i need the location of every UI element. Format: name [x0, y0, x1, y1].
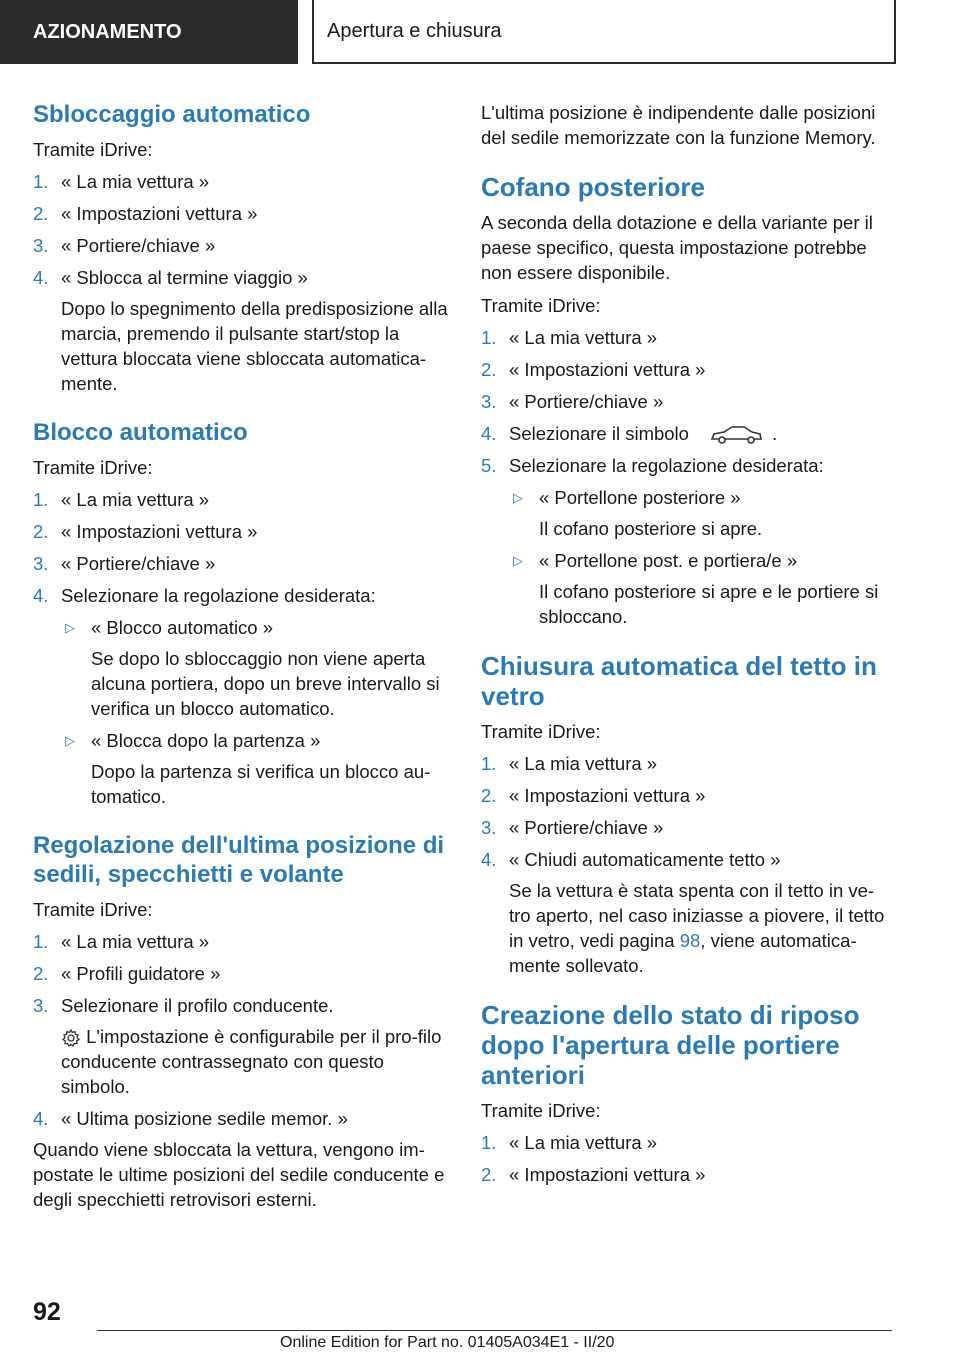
profile-note: L'impostazione è configurabile per il pro-filo conducente contrassegnato con questo simbolo. [61, 1026, 442, 1097]
bullet-description: Dopo la partenza si verifica un blocco au-tomatico. [91, 761, 431, 807]
header-section: AZIONAMENTO [0, 0, 298, 64]
triangle-bullet-icon: ▷ [513, 553, 523, 569]
outro-text: Quando viene sbloccata la vettura, vengono im-postate le ultime posizioni del sedile conducente e degli specchietti retrovisori esterni. [33, 1139, 445, 1210]
list-item: 3. « Portiere/chiave » [33, 553, 216, 574]
list-item: 1. « La mia vettura » [481, 327, 658, 348]
intro-text: Tramite iDrive: [33, 457, 153, 478]
section-paragraph: A seconda della dotazione e della variante per il paese specifico, questa impostazione potrebbe non essere disponibile. [481, 212, 873, 283]
list-item: 4. « Ultima posizione sedile memor. » [33, 1108, 348, 1129]
item-description: Dopo lo spegnimento della predisposizione alla marcia, premendo il pulsante start/stop la vettura bloccata viene sbloccata automatica-mente. [61, 298, 448, 394]
gear-icon [61, 1028, 81, 1048]
triangle-bullet-icon: ▷ [65, 733, 75, 748]
page-link[interactable]: 98 [679, 930, 701, 952]
section-title: Creazione dello stato di riposo dopo l'apertura delle portiere anteriori [481, 1000, 860, 1091]
section-title: Cofano posteriore [481, 172, 705, 202]
list-item: 1. « La mia vettura » [481, 1132, 658, 1154]
item-description: Se la vettura è stata spenta con il tetto in ve-tro aperto, nel caso iniziasse a piovere, il tetto in vetro, vedi pagina 98, viene automatica-mente sollevato. [509, 880, 885, 977]
list-item: 3. « Portiere/chiave » [33, 235, 216, 256]
list-item: 4. Selezionare la regolazione desiderata: [33, 585, 376, 606]
bullet-item: ▷ « Portellone post. e portiera/e » [513, 550, 798, 572]
car-trunk-icon [708, 424, 764, 446]
bullet-description: Se dopo lo sbloccaggio non viene aperta alcuna portiera, dopo un breve intervallo si verifica un blocco automatico. [91, 648, 440, 719]
header-chapter: Apertura e chiusura [312, 0, 896, 64]
bullet-description: Il cofano posteriore si apre. [539, 518, 763, 540]
list-item: 3. « Portiere/chiave » [481, 817, 664, 839]
list-item: 2. « Impostazioni vettura » [481, 359, 706, 380]
footer-edition: Online Edition for Part no. 01405A034E1 - II/20 [280, 1334, 615, 1351]
section-title: Regolazione dell'ultima posizione di sedili, specchietti e volante [33, 832, 445, 888]
bullet-item: ▷ « Blocca dopo la partenza » [65, 730, 321, 751]
triangle-bullet-icon: ▷ [65, 620, 75, 635]
list-item: 4. « Sblocca al termine viaggio » [33, 267, 308, 288]
bullet-item: ▷ « Blocco automatico » [65, 617, 274, 638]
section-title: Chiusura automatica del tetto in vetro [481, 651, 877, 712]
list-item: 1. « La mia vettura » [33, 171, 210, 192]
list-item: 1. « La mia vettura » [33, 489, 210, 510]
intro-text: Tramite iDrive: [33, 899, 153, 920]
right-column [481, 100, 893, 1187]
list-item: 4. « Chiudi automaticamente tetto » [481, 849, 781, 871]
triangle-bullet-icon: ▷ [513, 490, 523, 506]
intro-text: Tramite iDrive: [481, 721, 601, 743]
intro-text: Tramite iDrive: [33, 139, 153, 160]
intro-text: Tramite iDrive: [481, 295, 601, 316]
list-item: 2. « Profili guidatore » [33, 963, 221, 984]
page-number: 92 [33, 1298, 61, 1326]
intro-text: Tramite iDrive: [481, 1100, 601, 1122]
bullet-description: Il cofano posteriore si apre e le portiere si sbloccano. [539, 581, 879, 628]
section-title: Blocco automatico [33, 419, 248, 446]
list-item: 1. « La mia vettura » [33, 931, 210, 952]
continued-text: L'ultima posizione è indipendente dalle posizioni del sedile memorizzate con la funzione Memory. [481, 102, 876, 148]
bullet-item: ▷ « Portellone posteriore » [513, 487, 741, 509]
list-item: 4. Selezionare il simbolo . [481, 421, 893, 446]
list-item: 2. « Impostazioni vettura » [33, 203, 258, 224]
left-column [33, 100, 453, 1212]
section-title: Sbloccaggio automatico [33, 101, 311, 128]
list-item: 2. « Impostazioni vettura » [481, 785, 706, 807]
list-item: 5. Selezionare la regolazione desiderata: [481, 455, 824, 477]
list-item: 1. « La mia vettura » [481, 753, 658, 775]
list-item: 3. Selezionare il profilo conducente. [33, 995, 334, 1016]
footer-divider [97, 1330, 892, 1331]
list-item: 2. « Impostazioni vettura » [33, 521, 258, 542]
list-item: 2. « Impostazioni vettura » [481, 1164, 706, 1186]
list-item: 3. « Portiere/chiave » [481, 391, 664, 412]
